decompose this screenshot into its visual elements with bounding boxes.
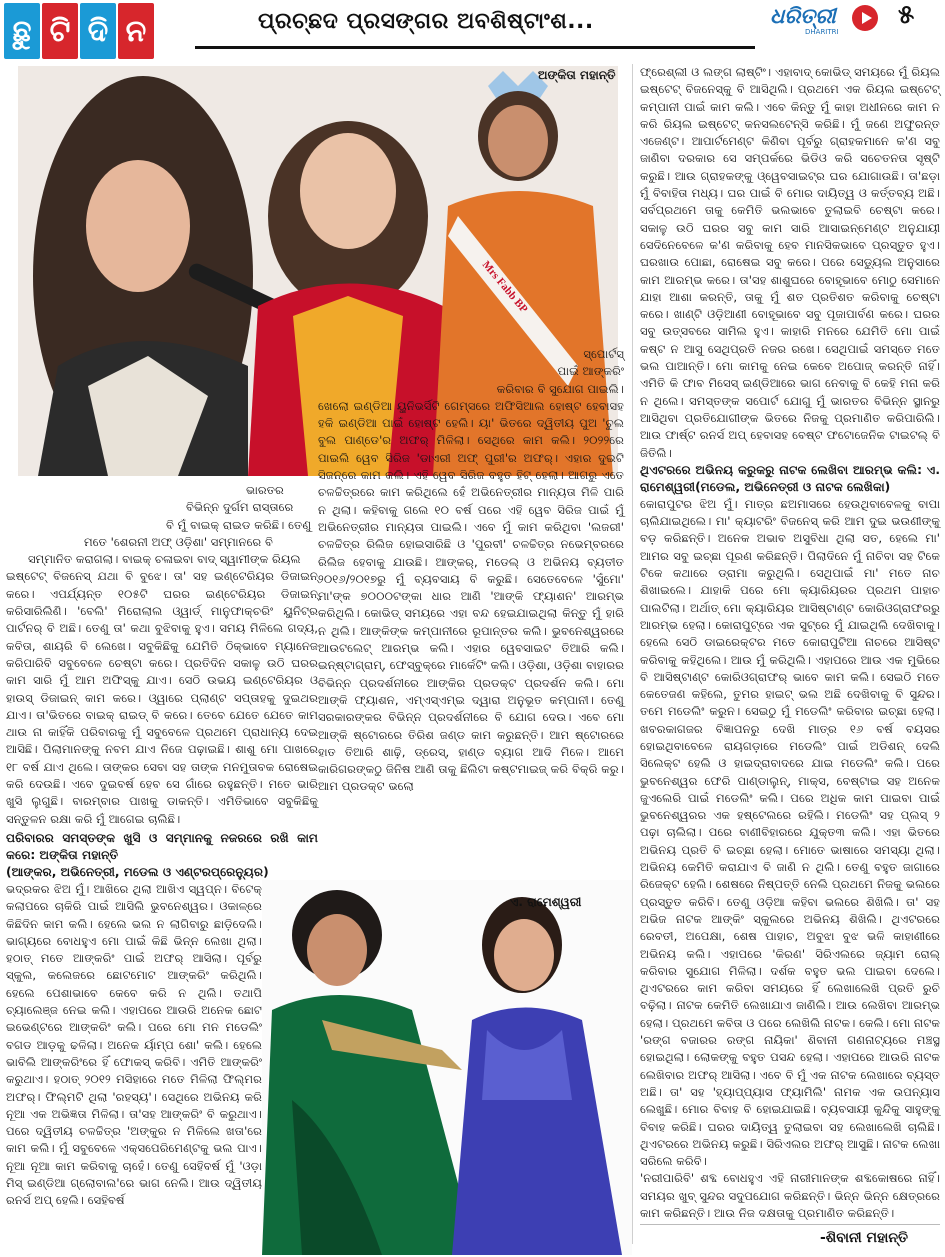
text-line: ବି ମୁଁ ବାଇକ୍ ରାଇଡ କରିଛି। ତେଣୁ: [166, 517, 312, 532]
text-line: ବିଭିନ୍ନ ଦୁର୍ଗମ ରାସ୍ତାରେ: [186, 500, 294, 515]
play-icon: [852, 5, 878, 31]
bottom-photo: [262, 880, 632, 1255]
text-line: କରିବାର ବି ସୁଯୋଗ ପାଇଲି।: [496, 381, 624, 396]
column-divider: [632, 64, 633, 1244]
text-line: ଭାରତର: [246, 483, 284, 497]
headline-rule: [195, 46, 755, 49]
sub-heading: ଥିଏଟରରେ ଅଭିନୟ କରୁକରୁ ନାଟକ ଲେଖିବା ଆରମ୍ଭ କଲି: ଏ. ରାମେଶ୍ୱରୀ(ମଡେଲ, ଅଭିନେତ୍ରୀ ଓ ନାଟକ ଲେଖିକା): [640, 462, 940, 494]
brand-subtitle: DHARITRI: [805, 28, 839, 36]
author-byline: -ଶିବାନୀ ମହାନ୍ତି: [820, 1230, 908, 1246]
section-logo-letter: ଦି: [80, 3, 116, 59]
right-column: [640, 64, 940, 1222]
text-line: ସମ୍ମାନିତ କରାଗଲା। ବାଇକ୍ ଚଳାଇବା ବାଦ୍ ସ୍ୱାମୀଙ୍କ ରିୟଲ: [28, 552, 301, 567]
text-line: ମତେ 'ଶେରନୀ ଅଫ୍ ଓଡ଼ିଶା' ସମ୍ମାନରେ ବି: [84, 534, 273, 549]
text-line: ସ୍ପୋର୍ଟସ୍: [583, 347, 624, 361]
photo-caption-top: ଅଙ୍କିତା ମହାନ୍ତି: [538, 68, 616, 82]
byline-rule: [640, 1224, 940, 1225]
sub-heading-role: (ଆଙ୍କର, ଅଭିନେତ୍ରୀ, ମଡେଲ ଓ ଏଣ୍ଟରପ୍ରେନ୍ୟୁର): [6, 864, 269, 879]
body-paragraph: କୋରାପୁଟର ଝିଅ ମୁଁ। ମାତ୍ର ଛଅମାସରେ ହେଉଥିବାବେଳକୁ ବାପା ଚାଲିଯାଇଥିଲେ। ମା' କ୍ୟାଟରିଂ ବିଜନେସ୍ କରି ଆମ ଦୁଇ ଭଉଣୀଙ୍କୁ ବଡ଼ କରିଛନ୍ତି। ଅନେକ ଅଭାବ ଅସୁବିଧା ଥିଲା ସତ, ହେଲେ ମା' ଆମର ସବୁ ଇଚ୍ଛା ପୂରଣ କରିଛନ୍ତି। ପିଲାଦିନେ ମୁଁ ନାଚିବା ସହ ଟିକେ ଟିକେ କଥାରେ ଡ୍ରାମା କରୁଥିଲି। ସେଥିପାଇଁ ମା' ମତେ ନାଚ ଶିଖାଇଲେ। ଯାହାକି ପରେ ମୋ କ୍ୟାରିୟରର ପ୍ରଥମ ପାହାଚ ପାଲଟିଲା। ଅର୍ଥାତ୍ ମୋ କ୍ୟାରିୟର ଆସିଷ୍ଟାଣ୍ଟ କୋରିଓଗ୍ରାଫରରୁ ଆରମ୍ଭ ହେଲା। କୋରାପୁଟ୍‌ରେ ଏକ ସୁଟ୍‌ରେ ମୁଁ ଯାଇଥିଲି ଦେଖିବାକୁ। ହେଲେ ସେଠି ଡାଇରେକ୍ଟର ମତେ କୋରାପୁଟିଆ ନାଚରେ ଆସିଷ୍ଟ କରିବାକୁ କହିଥିଲେ। ଆଉ ମୁଁ କରିଥିଲି। ଏହାପରେ ଆଉ ଏକ ମୁଭିରେ ବି ଆସିଷ୍ଟାଣ୍ଟ କୋରିଓଗ୍ରାଫର୍ ଭାବେ କାମ କଲି। ସେଇଠି ମତେ କେତେଜଣ କହିଲେ, ତୁମର ହାଇଟ୍ ଭଲ ଅଛି ଦେଖିବାକୁ ବି ସୁନ୍ଦର। ତମେ ମଡେଲିଂ କରୁନ। ସେଇଠୁ ମୁଁ ମଡେଲିଂ କରିବାର ଇଚ୍ଛା ହେଲା। ଖବରକାଗଜର ବିଜ୍ଞାପନରୁ ଦେଖି ମାତ୍ର ୧୬ ବର୍ଷ ବୟସର ହୋଇଥିବାବେଳେ ରାୟଗଡ଼ାରେ ମଡେଲିଂ ପାଇଁ ଅଡିଶନ୍ ଦେଲି ସିଲେକ୍ଟ ହେଲି ଓ ହାଇଦ୍ରାବାଦରେ ଯାଇ ମଡେଲିଂ କଲି। ପରେ ଭୁବନେଶ୍ୱର ଫେରି ପାଣ୍ଡାଲୁନ୍, ମାକ୍ସ, ବେଷ୍ଟାଇ ସହ ଅନେକ ଜୁଏଲେରି ପାଇଁ ମଡେଲିଂ କଲି। ପରେ ଅଧିକ କାମ ପାଇବା ପାଇଁ ଭୁବନେଶ୍ୱରର ଏକ ହଷ୍ଟେଲରେ ରହିଲି। ମଡେଲିଂ ସହ ପ୍ଲସ୍ ୨ ପଢ଼ା ଚାଲିଲା। ପରେ ବାଣୀବିହାରରେ ଯୁକ୍ତ୩ କଲି। ଏହା ଭିତରେ ଅଭିନୟ ପ୍ରତି ବି ଇଚ୍ଛା ହେଲା। ମୋତେ ଭାଷାରେ ସମସ୍ୟା ଥିଲା। ଅଭିନୟ କେମିତି କରାଯାଏ ବି ଜାଣି ନ ଥିଲି। ତେଣୁ ବହୁତ ଜାଗାରେ ରିଜେକ୍ଟ ହେଲି। ଶେଷରେ ନିଷ୍ପତ୍ତି ନେଲି ପ୍ରଥମେ ନିଜକୁ ଭଲରେ ପ୍ରସ୍ତୁତ କରିବି। ତେଣୁ ଓଡ଼ିଆ କହିବା ଭଲରେ ଶିଖିଲି। ତା' ସହ ଅଭିଜ ନାଟକ ଆଙ୍କିଂ ସ୍କୁଲରେ ଅଭିନୟ ଶିଖିଲି। ଥିଏଟରରେ ରେବତୀ, ଅପେକ୍ଷା, ଶେଷ ପାହାଚ, ଅବୁଝା ବୁଝ ଭଳି କାହାଣୀରେ ଅଭିନୟ କଲି। ଏହାପରେ 'କିରଣ' ସିରିଏଲରେ ଜ୍ୟାମ ରୋଲ୍ କରିବାର ସୁଯୋଗ ମିଳିଲା। ଦର୍ଶକ ବହୁତ ଭଲ ପାଇବା ଦେଲେ। ଥିଏଟରରେ କାମ କରିବା ସମୟରେ ହିଁ ଲେଖାଲେଖି ପ୍ରତି ରୁଚି ବଢ଼ିଲା। ନାଟକ କେମିତି ଲେଖାଯାଏ ଜାଣିଲି। ଆଉ ଲେଖିବା ଆରମ୍ଭ ହେଲା। ପ୍ରଥମେ କବିତା ଓ ପରେ ଲେଖିଲି ନାଟକ। କେଲି। ମୋ ନାଟକ 'ରଙ୍ଗ ବଜାରର ରଙ୍ଗ ନାୟିକା' ଶିବାନୀ ଗଣନାଟ୍ୟରେ ମଞ୍ଚସ୍ଥ ହୋଇଥିଲା। ଲୋକଙ୍କୁ ବହୁତ ପସନ୍ଦ ହେଲା। ଏହାପରେ ଆଉରି ନାଟକ ଲେଖିବାର ଅଫର୍ ଆସିଲା। ଏବେ ବି ମୁଁ ଏକ ନାଟକ ଲେଖାରେ ବ୍ୟସ୍ତ ଅଛି। ତା' ସହ 'ହ୍ୟାପ୍ପ୍ୟାସ ଫ୍ୟାମିଲି' ନାମକ ଏକ ଉପନ୍ୟାସ ଲେଖୁଛି। ମୋର ବିବାହ ବି ହୋଇଯାଇଛି। ବ୍ୟବସାୟୀ କୁନ୍ଦିକୁ ସାହୁଙ୍କୁ ବିବାହ କରିଛି। ଘରର ଦାୟିତ୍ୱ ତୁଲାଇବା ସହ ଲେଖାଲେଖି ଚାଲିଛି। ଥିଏଟରରେ ଅଭିନୟ କରୁଛି। ସିରିଏଲର ଅଫର୍ ଆସୁଛି। ନାଟକ ଲେଖା ସରିଲେ କରିବି।: [640, 496, 940, 1169]
masthead: [0, 0, 945, 64]
section-logo-letter: ଟି: [42, 3, 78, 59]
left-column-intro: [6, 482, 318, 534]
body-paragraph: ଖେଲୋ ଇଣ୍ଡିଆ ୟୁନିଭର୍ସିଟି ଗେମ୍ସରେ ଅଫିସିଆଲ ହୋଷ୍ଟ ହେବାସହ ହକି ଇଣ୍ଡିଆ ପାଇଁ ହୋଷ୍ଟ ହେଲି। ୟା' ଭିତରେ ଦ୍ୱିତୀୟ ପୁଅ 'ଚୁଲ ବୁଲ ପାଣ୍ଡେ'ର ଅଫର୍ ମିଳିଲା। ସେଥିରେ କାମ କଲି। ୨୦୨୨ରେ ପାଇଲି ୱେବ ସିରିଜ 'ଡାଏରୀ ଅଫ୍ ପୁରୀ'ର ଅଫର୍। ଏହାର ଦୁଇଟି ସିଜନ୍‌ରେ କାମ କଲି। ଏହି ୱେବ ସିରିଜ ବହୁତ ହିଟ୍ ହେଲା। ଆଗରୁ ଏତେ ଚଳଚ୍ଚିତ୍ରରେ କାମ କରିଥିଲେ ହେଁ ଅଭିନେତ୍ରୀର ମାନ୍ୟତା ମିଳି ପାରି ନ ଥିଲା। କହିବାକୁ ଗଲେ ୧୦ ବର୍ଷ ପରେ ଏହି ୱେବ ସିରିଜ ପାଇଁ ମୁଁ ଅଭିନେତ୍ରୀର ମାନ୍ୟତା ପାଇଲି। ଏବେ ମୁଁ କାମ କରିଥିବା 'ଲଜରୀ' ଚଳଚ୍ଚିତ୍ର ରିଲିଜ ହୋଇସାରିଛି ଓ 'ପୁରବୀ' ଚଳଚ୍ଚିତ୍ର ନଭେମ୍ବରରେ ରିଲିଜ ହେବାକୁ ଯାଉଛି। ଆଙ୍କର୍, ମଡେଲ୍ ଓ ଅଭିନୟ ବ୍ୟତୀତ ୨୦୧୬/୨୦୧୭ରୁ ମୁଁ ବ୍ୟବସାୟ ବି କରୁଛି। ସେତେବେଳେ 'ସୁଁମୋ' ମା'ଙ୍କ ୭୦୦୦ଟଙ୍କା ଧାର ଆଣି 'ଆଙ୍କି ଫ୍ୟାଶନ' ଆରମ୍ଭ କରିଥିଲି। କୋଭିଡ୍ ସମୟରେ ଏହା ବନ୍ଦ ହେଇଯାଇଥିଲା କିନ୍ତୁ ମୁଁ ହାରି ନ ଥିଲି। ଆଙ୍କିଙ୍କ କମ୍ପାନୀରେ ରୂପାନ୍ତର କଲି। ଭୁବନେଶ୍ୱରରେ ଆଉଟଲେଟ୍ ଆରମ୍ଭ କଲି। ଏହାର ୱେବସାଇଟ ତିଆରି କଲି। ଇନ୍‌ଷ୍ଟାଗ୍ରାମ୍, ଫେସ୍‌ବୁକ୍‌ରେ ମାର୍କେଟିଂ କଲି। ଓଡ଼ିଶା, ଓଡ଼ିଶା ବାହାରର ବିଭିନ୍ନ ପ୍ରଦର୍ଶନୀରେ ଆଙ୍କିର ପ୍ରଡକ୍ଟ ପ୍ରଦର୍ଶନ କଲି। ମୋ ଆଙ୍କି ଫ୍ୟାଶନ, ଏମ୍‌ଏସ୍‌ଏମ୍‌ଇ ଦ୍ୱାରା ଅନୁଭୂତ କମ୍ପାନୀ। ତେଣୁ ସରକାରଙ୍କର ବିଭିନ୍ନ ପ୍ରଦର୍ଶନୀରେ ବି ଯୋଗ ଦେଉ। ଏବେ ମୋ ଆଙ୍କି ଷ୍ଟୋରରେ ତିରିଶ ଜଣ୍ଡ କାମ କରୁଛନ୍ତି। ଆମ ଷ୍ଟୋରରେ ହାତ ତିଆରି ଶାଢ଼ି, ଡ୍ରେସ୍, ହାଣ୍ଡ ବ୍ୟାଗ ଆଦି ମିଳେ। ଆମେ କାରିଗରଙ୍କଠୁ ଜିନିଷ ଆଣି ତାକୁ ଛିଲିଟା କଷ୍ଟମାଇଜ୍ କରି ବିକ୍ରି କରୁ। ଆମ ପ୍ରଡକ୍ଟ ଭଲୋ: [318, 398, 624, 794]
sub-heading: ପରିବାରର ସମସ୍ତଙ୍କ ଖୁସି ଓ ସମ୍ମାନକୁ ନଜରରେ ରଖି କାମ କରେ: ଅଙ୍କିତା ମହାନ୍ତି: [6, 830, 318, 862]
photo-caption-bottom: ଏ. ରାମେଶ୍ୱରୀ: [510, 895, 582, 909]
brand-name: ଧରିତ୍ରୀ: [770, 4, 836, 28]
body-paragraph: ଇଷ୍ଟେଟ୍ ବିଜନେସ୍ ଯଥା ବି ବୁଝେ। ତା' ସହ ଇଣ୍ଟେରିୟର ଡିଜାଇନ୍ କରେ। ଏପର୍ଯ୍ୟନ୍ତ ୧୦୫ଟି ଘରର ଇଣ୍ଟେରିୟର ଡିଜାଇନ୍ କରିସାରିଲିଣି। 'ବେଲି' ମିରୋଲାଲ ଓ୍ୱାର୍ଡ୍ ମାନୁଫାକ୍ଚରିଂ ୟୁନିଟ୍‌ର ପାର୍ଟନର୍ ବି ଅଛି। ତେଣୁ ତା' କଥା ବୁଝିବାକୁ ହୁଏ। ସମୟ ମିଳିଲେ ଗଦ୍ୟ, କବିତା, ଶାୟରି ବି ଲେଖେ। ସବୁକିଛିକୁ ଯେମିତି ଠିକ୍‌ଭାବେ ମ୍ୟାନେଜ କରିପାରିବି ସବୁବେଳେ ଚେଷ୍ଟା କରେ। ପ୍ରତିଦିନ ସକାଳୁ ଉଠି ଘରର କାମ ସାରି ମୁଁ ଆମ ଅଫିସ୍‌କୁ ଯାଏ। ସେଠି ଉଭୟ ଇଣ୍ଟେରିୟର ଓ ହାଉସ୍ ଡିଜାଇନ୍ କାମ କରେ। ଓ୍ୱାରେ ପ୍ଲାଣ୍ଟ ସପ୍ତାହକୁ ଦୁଇଥର ଯାଏ। ତା'ଭିତରେ ବାଇକ୍ ରାଇଡ୍ ବି କରେ। ତେବେ ଯେତେ ଯେତେ କାମ ଥାଉ ନା କାହିଁକି ପରିବାରକୁ ମୁଁ ସବୁବେଳେ ପ୍ରଥମେ ପ୍ରାଧାନ୍ୟ ଦେଇ ଆସିଛି। ପିଲାମାନଙ୍କୁ ନବମ ଯାଏ ନିଜେ ପଢ଼ାଇଛି। ଶାଶୁ ମୋ ପାଖରେ ୧୮ ବର୍ଷ ଯାଏ ଥିଲେ। ତାଙ୍କର ସେବା ସହ ତାଙ୍କ ମନମୁତାବକ ରୋଷେଇ କରି ଦେଉଛି। ଏବେ ଦୁଇବର୍ଷ ହେବ ସେ ଗାଁରେ ରହୁଛନ୍ତି। ମତେ ଭାରି ଖୁସି ଲୁଗୁଛି। ବାରମ୍ବାର ପାଖକୁ ଡାକନ୍ତି। ଏମିତିଭାବେ ସବୁକିଛିକୁ ସନ୍ତୁଳନ ରକ୍ଷା କରି ମୁଁ ଆଗେଇ ଚାଲିଛି।: [6, 569, 318, 826]
closing-paragraph: 'ନରୀପାରିବି' ଶବ୍ଦ ବୋଧହୁଏ ଏହି ନାରୀମାନଙ୍କ ଶବ୍ଦକୋଷରେ ନାହିଁ। ସମୟର ଖୁବ୍ ସୁନ୍ଦର ସଦୁପଯୋଗ କରିଛନ୍ତି। ଭିନ୍ନ ଭିନ୍ନ କ୍ଷେତ୍ରରେ କାମ କରିଛନ୍ତି। ଆଉ ନିଜ ଦକ୍ଷତାକୁ ପ୍ରମାଣିତ କରିଛନ୍ତି।: [640, 1171, 940, 1220]
middle-column-intro: [318, 346, 624, 398]
sash-text: Mrs Fabb BP: [479, 258, 530, 316]
body-paragraph: ଭଦ୍ରକର ଝିଅ ମୁଁ। ଆଖିରେ ଥିଲା ଆଖିଏ ସ୍ୱପ୍ନ। ବିଟେକ୍ କଲାପରେ ଚାକିରି ପାଇଁ ଆସିଲି ଭୁବନେଶ୍ୱର। ଓକାଳ୍‌ରେ କିଛିଦିନ କାମ କଲି। ହେଲେ ଭଲ ନ ଲାଗିବାରୁ ଛାଡ଼ିଦେଲି। ଭାଗ୍ୟରେ ବୋଧହୁଏ ମୋ ପାଇଁ କିଛି ଭିନ୍ନ ଲେଖା ଥିଲା। ହଠାତ୍ ମତେ ଆଙ୍କରିଂ ପାଇଁ ଅଫର୍ ଆସିଲା। ପୂର୍ବରୁ ସ୍କୁଲ, କଲେଜରେ ଛୋଟମୋଟ ଆଙ୍କରିଂ କରିଥିଲି। ହେଲେ ପେଶାଭାବେ କେବେ କରି ନ ଥିଲି। ତଥାପି ଚ୍ୟାଲେଞ୍ଜ ନେଇ କଲି। ଏହାପରେ ଆଉରି ଅନେକ ଛୋଟ ଇଭେଣ୍ଟରେ ଆଙ୍କରିଂ କଲି। ପରେ ମୋ ମନ ମଡେଲିଂ ବଗଡ ଆଡ଼କୁ ଢଳିଲା। ଅନେକ ର୍ୟାମ୍ପ ଶୋ' କଲି। ହେଲେ ଭାବିଲି ଆଙ୍କରିଂରେ ହିଁ ଫୋକସ୍ କରିବି। ଏମିତି ଆଙ୍କରିଂ କରୁଥାଏ। ହଠାତ୍ ୨୦୧୨ ମସିହାରେ ମତେ ମିଳିଲା ଫିଲ୍ମର ଅଫର୍। ଫିଲ୍ମଟି ଥିଲା 'ରହସ୍ୟ'। ସେଥିରେ ଅଭିନୟ କରି ନୂଆ ଏକ ଅଭିଜ୍ଞତା ମିଳିଲା। ତା'ସହ ଆଙ୍କରିଂ ବି କରୁଥାଏ। ପରେ ଦ୍ୱିତୀୟ ଚଳଚ୍ଚିତ୍ର 'ଅଙ୍କୁର ନ ମିଳିଲେ ଖତା'ରେ କାମ କଲି। ମୁଁ ସବୁବେଳେ ଏକ୍ସପେରିମେଣ୍ଟକୁ ଭଲ ପାଏ। ନୂଆ ନୂଆ କାମ କରିବାକୁ ଚାହେଁ। ତେଣୁ ସେହିବର୍ଷ ମୁଁ 'ଓଡ଼ା ମିସ୍ ଇଣ୍ଡିଆ ଗ୍ଲୋବାଲ'ରେ ଭାଗ ନେଲି। ଆଉ ଦ୍ୱିତୀୟ ରନର୍ସ ଅପ୍ ହେଲି। ସେହିବର୍ଷ: [6, 881, 262, 1208]
body-paragraph: ଫ୍ରେଶ୍‌ଲୀ ଓ ଲଙ୍ଗ ଲାଷ୍ଟିଂ। ଏହାବାଦ୍ କୋଭିଡ୍ ସମୟରେ ମୁଁ ରିୟଲ ଇଷ୍ଟେଟ୍ ବିଜନେସ୍‌କୁ ବି ଆସିଥିଲି। ପ୍ରଥମେ ଏକ ରିୟଲ ଇଷ୍ଟେଟ୍ କମ୍ପାନୀ ପାଇଁ କାମ କଲି। ଏବେ କିନ୍ତୁ ମୁଁ କାହା ଅଧୀନରେ କାମ ନ କରି ରିୟଲ ଇଷ୍ଟେଟ୍ କନସଲଟେନ୍ସି କରିଛି। ମୁଁ ଜଣେ ଅଫୁରନ୍ତ ଏଜେଣ୍ଟ। ଆପାର୍ଟମେଣ୍ଟ କିଣିବା ପୂର୍ବରୁ ଗ୍ରାହକମାନେ କ'ଣ ସବୁ ଜାଣିବା ଦରକାର ସେ ସମ୍ପର୍କରେ ଭିଡିଓ କରି ସଚେତନତା ସୃଷ୍ଟି କରୁଛି। ଆଉ ଗ୍ରାହକଙ୍କୁ ଓ୍ୱେବସାଇଟ୍‌ର ଘର ଯୋଗାଉଛି। ତା'ଛଡ଼ା ମୁଁ ବିବାହିତା ମଧ୍ୟ। ଘର ପାଇଁ ବି ମୋର ଦାୟିତ୍ୱ ଓ କର୍ତ୍ତବ୍ୟ ଅଛି। ସର୍ବପ୍ରଥମେ ତାକୁ କେମିତି ଭଲଭାବେ ତୁଲାଇବି ଚେଷ୍ଟା କରେ। ସକାଳୁ ଉଠି ଘରର ସବୁ କାମ ସାରି ଆସାଇନ୍‌ମେଣ୍ଟ ଅନୁଯାୟୀ ସେଦିନେବେଳେ କ'ଣ କରିବାକୁ ହେବ ମାନସିକଭାବେ ପ୍ରସ୍ତୁତ ହୁଏ। ଘରଖାଉ ପୋଛା, ରୋଷେଇ ସବୁ କରେ। ପରେ ସେଡ୍ୟୁଲ ଅନୁସାରେ କାମ ଆରମ୍ଭ କରେ। ତା'ସହ ଶାଶୁଘରେ ବୋହୂଭାବେ ମୋଠୁ ସେମାନେ ଯାହା ଆଶା କରନ୍ତି, ତାକୁ ମୁଁ ଶତ ପ୍ରତିଶତ କରିବାକୁ ଚେଷ୍ଟା କରେ। ଖାଣ୍ଟି ଓଡ଼ିଆଣୀ ବୋହୂଭାବେ ସବୁ ପୂଜାପାର୍ବଣ କରେ। ଘରର ସବୁ ଉତ୍ସବରେ ସାମିଲ ହୁଏ। କାହାରି ମନରେ ଯେମିତି ମୋ ପାଇଁ କଷ୍ଟ ନ ଆସୁ ସେଥିପ୍ରତି ନଜର ରଖେ। ସେଥିପାଇଁ ସମସ୍ତେ ମତେ ଭଲ ପାଆନ୍ତି। ମୋ କାମକୁ ନେଇ କେବେ ଅପୋଜ୍ କରନ୍ତି ନାହିଁ। ଏମିତି କି ଫାବ ମିସେସ୍ ଇଣ୍ଡିଆରେ ଭାଗ ନେବାକୁ ବି କେହି ମନା କରି ନ ଥିଲେ। ସମସ୍ତଙ୍କ ସପୋର୍ଟ ଯୋଗୁ ମୁଁ ଭାରତର ବିଭିନ୍ନ ସ୍ଥାନରୁ ଆସିଥିବା ପ୍ରତିଯୋଗୀଙ୍କ ଭିତରେ ନିଜକୁ ପ୍ରମାଣିତ କରିପାରିଲି। ଆଉ ଫାର୍ଷ୍ଟ ରନର୍ସ ଅପ୍ ହେବାସହ ବେଷ୍ଟ ଫଟୋଜେନିକ ଟାଇଟଲ୍ ବି ଜିତିଲି।: [640, 65, 940, 460]
section-logo-letter: ନ: [118, 3, 154, 59]
page-number: ୫: [898, 0, 915, 30]
text-line: ପାଇଁ ଆଙ୍କରିଂ: [557, 364, 624, 379]
portrait-duo-illustration: [262, 880, 632, 1255]
section-logo-letter: ଛୁ: [4, 3, 40, 59]
page-headline: ପ୍ରଚ୍ଛଦ ପ୍ରସଙ୍ଗର ଅବଶିଷ୍ଟାଂଶ...: [258, 9, 594, 34]
middle-column: [318, 346, 624, 796]
section-logo: [4, 3, 154, 59]
